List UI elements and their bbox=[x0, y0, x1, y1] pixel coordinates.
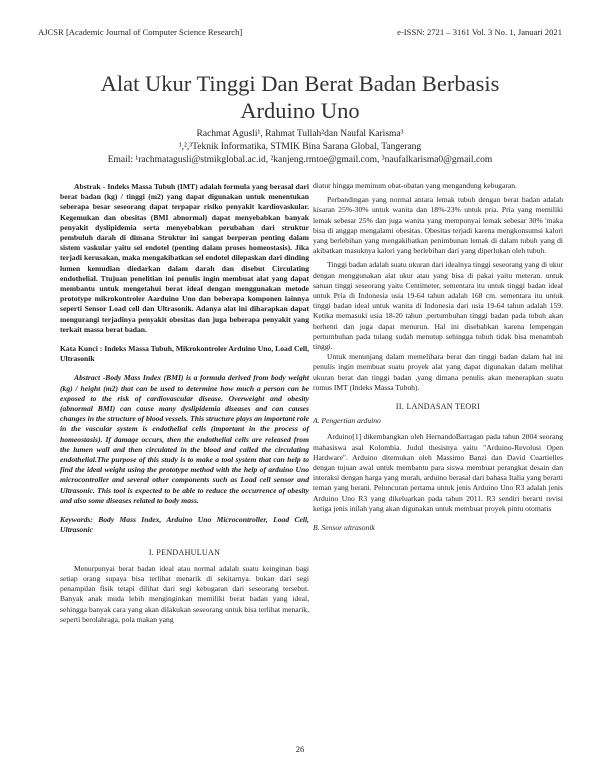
right-column bbox=[313, 181, 563, 533]
intro-paragraph-4: Untuk menunjang dalam memelihara berat dan tinggi badan dalam hal ini penulis ingin membuat suatu proyek alat yang dapat digunakan dalam melihat ukuran berat dan tinggi badan ,yang dimana penulis akan menerapkan suatu rumus IMT (Indeks Massa Tubuh). bbox=[313, 352, 563, 392]
abstract-english: Abstract -Body Mass Index (BMI) is a formula derived from body weight (kg) / height (m2) that can be used to determine how much a person can be exposed to the risk of cardiovascular disease. Overweight and obesity (abnormal BMI) can cause many dyslipidemia diseases and can causes changes in the structure of blood vessels. This structure plays an important role in the vascular system is endothelial cells (important in the process of homeostasis). If damage occurs, then the endothelial cells are released from the lumen wall and then circulated in the blood and called the circulating endothelial.The purpose of this study is to make a tool system that can help to find the ideal weight using the prototype method with the help of arduino Uno microcontroller and several other components such as Load cell sensor and Ultrasonic. This tool is expected to be able to reduce the occurrence of obesity and also some diseases related to body mass. bbox=[60, 373, 309, 505]
intro-paragraph-3: Tinggi badan adalah suatu ukuran dari idealnya tinggi seseorang yang di ukur dengan menggunakan alat ukur atau yang bisa di pakai yaitu meteran. untuk satuan tinggi seseorang yaitu Centimeter, sementara itu untuk tinggi badan ideal untuk Pria di Indonesia usia 19-64 tahun adalah 168 cm. sementara itu untuk tinggi badan ideal untuk wanita di Indonesia dari usia 19-64 tahun adalah 159. Ketika memasuki usia 18-20 tahun ,pertumbuhan tinggi badan pada tubuh akan berhenti dan juga dapat menurun. Hal ini disebabkan karena lempengan pertumbuhan pada tulang sudah menutup sehingga tubuh tidak bisa menambah tinggi. bbox=[313, 260, 563, 352]
author-affiliation: ¹,²,³Teknik Informatika, STMIK Bina Sarana Global, Tangerang bbox=[178, 142, 422, 152]
section-heading-landasan-teori: II. LANDASAN TEORI bbox=[395, 402, 481, 412]
keywords-english: Keywords: Body Mass Index, Arduino Uno Microcontroller, Load Cell, Ultrasonic bbox=[60, 515, 309, 535]
intro-paragraph-continued: diatur hingga meminum obat-obatan yang mengandung kebugaran. bbox=[313, 181, 517, 190]
section-heading-pendahuluan: I. PENDAHULUAN bbox=[148, 547, 221, 557]
running-header bbox=[38, 27, 562, 37]
subsection-heading-arduino: A. Pengertian arduino bbox=[313, 416, 381, 426]
title-line-2: Arduino Uno bbox=[240, 98, 360, 123]
journal-name: AJCSR [Academic Journal of Computer Science Research] bbox=[38, 27, 243, 37]
subsection-heading-ultrasonik: B. Sensor ultrasonik bbox=[313, 523, 375, 533]
page-number: 26 bbox=[295, 744, 305, 754]
arduino-paragraph: Arduino[1] dikembangkan oleh HernandoBarragan pada tahun 2004 seorang mahasiswa asal Kolombia. Judul thesisnya yaitu "Arduino-Revolusi Open Hardware". Arduino ditemukan oleh Massimo Banzi dan David Cuartielles dengan tujuan awal untuk membantu para siswa membuat perangkat desain dan interaksi dengan harga yang murah, arduino berasal dari bahasa Italia yang berarti teman yang berani. Peluncuran pertama untuk jenis Arduino Uno R3 adalah jenis Arduino Uno R3 yang dikeluarkan pada tahun 2011. R3 sendiri berarti revisi ketiga jenis inilah yang akan digunakan untuk membuat proyek pintu otomatis bbox=[313, 432, 563, 513]
intro-paragraph-1: Menurpunyai berat badan ideal atau normal adalah suatu keinginan bagi setiap orang supaya bisa terlihat menarik di sekitarnya. bukan dari segi penampilan fisik tetapi dilihat dari segi kebugaran dari seseorang tersebut. Banyak anak muda lebih menginginkan memiliki berat badan yang ideal, sehingga banyak cara yang akan dilakukan seseorang untuk bisa terlihat menarik, seperti berolahraga, pola makan yang bbox=[60, 563, 309, 624]
abstract-indonesian: Abstrak - Indeks Massa Tubuh (IMT) adalah formula yang berasal dari berat badan (kg) / tinggi (m2) yang dapat digunakan untuk menentukan seberapa besar seseorang dapat terpapar risiko penyakit kardiovaskular. Kegemukan dan obesitas (BMI abnormal) dapat menyebabkan banyak penyakit dyslipidemia serta menyebabkan perubahan dari struktur pembuluh darah di dimana Struktur ini sangat berperan penting dalam sistem vaskular yaitu sel endotel (penting dalam proses homeostasis). Jika terjadi kerusakan, maka mengakibatkan sel endotel dilepaskan dari dinding lumen kemudian diedarkan dalam darah dan disebut Circulating endothelial. Ttujuan penelitian ini penulis ingin membuat alat yang dapat membantu untuk mengetahui berat ideal dengan menggunakan metode prototype mikrokontroler Aarduino Uno dan beberapa komponen lainnya seperti Sensor Load cell dan Ultrasonik. Adanya alat ini diharapkan dapat mengurangi terjadinya penyakit obesitas dan juga beberapa penyakit yang terkait massa berat badan. bbox=[60, 182, 309, 334]
author-names: Rachmat Agusli¹, Rahmat Tullah²dan Naufal Karisma³ bbox=[196, 129, 404, 139]
keywords-indonesian: Kata Kunci : Indeks Massa Tubuh, Mikrokontroler Arduino Uno, Load Cell, Ultrasonik bbox=[60, 344, 309, 364]
title-line-1: Alat Ukur Tinggi Dan Berat Badan Berbasis bbox=[100, 71, 500, 96]
author-email: Email: ¹rachmatagusli@stmikglobal.ac.id, ²kanjeng.rmtoe@gmail.com, ³naufalkarisma0@gmail.com bbox=[107, 155, 493, 165]
intro-paragraph-2: Perbandingan yang normal antara lemak tubuh dengan berat badan adalah kisaran 25%-30% untuk wanita dan 18%-23% untuk pria. Pria yang memiliki lemak sebesar 25% dan juga wanita yang mempunyai lemak sebesar 30% 'maka bisa di anggap mengalami obesitas. Obesitas terjadi karena mengkonsumsi kalori yang berlebihan yang mengakibatkan penimbunan lemak di dalam tubuh yang di akibatkan masuknya kalori yang berlebihan dari yang diperlukan oleh tubuh. bbox=[313, 195, 563, 256]
issn-info: e-ISSN: 2721 – 3161 Vol. 3 No. 1, Januari 2021 bbox=[397, 27, 562, 37]
left-column bbox=[60, 182, 309, 625]
author-block bbox=[40, 128, 560, 167]
paper-title bbox=[40, 70, 560, 124]
